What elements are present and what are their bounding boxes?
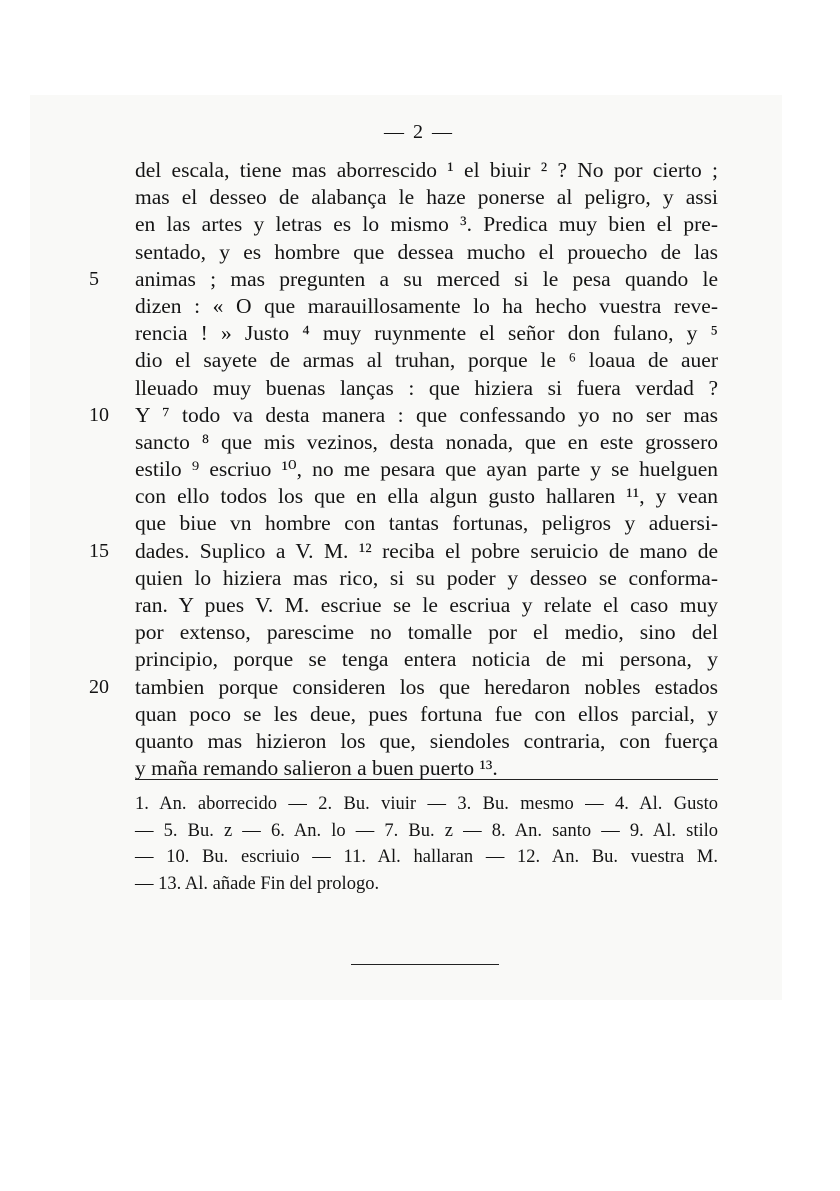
page-number: — 2 — (384, 121, 454, 143)
text-line: rencia ! » Justo ⁴ muy ruynmente el señor don fulano, y ⁵ (135, 321, 718, 346)
footnotes (135, 791, 718, 897)
text-line: quien lo hiziera mas rico, si su poder y desseo se conforma- (135, 565, 718, 590)
footnote-line: 1. An. aborrecido — 2. Bu. viuir — 3. Bu. mesmo — 4. Al. Gusto (135, 794, 718, 814)
text-line: principio, porque se tenga entera noticia de mi persona, y (135, 647, 718, 672)
text-line: con ello todos los que en ella algun gusto hallaren ¹¹, y vean (135, 484, 718, 509)
text-line: sentado, y es hombre que dessea mucho el prouecho de las (135, 239, 718, 264)
text-line: lleuado muy buenas lanças : que hiziera si fuera verdad ? (135, 375, 718, 400)
text-line: tambien porque consideren los que heredaron nobles estados (135, 674, 718, 699)
line-number: 15 (89, 539, 109, 562)
text-line: que biue vn hombre con tantas fortunas, peligros y aduersi- (135, 511, 718, 536)
text-line: quan poco se les deue, pues fortuna fue con ellos parcial, y (135, 701, 718, 726)
text-line: Y ⁷ todo va desta manera : que confessando yo no ser mas (135, 402, 718, 427)
text-line: del escala, tiene mas aborrescido ¹ el biuir ² ? No por cierto ; (135, 158, 718, 182)
line-number: 10 (89, 403, 109, 426)
end-rule (351, 964, 499, 965)
main-text (135, 157, 718, 782)
text-line: ran. Y pues V. M. escriue se le escriua y relate el caso muy (135, 593, 718, 617)
line-number: 5 (89, 267, 99, 290)
text-line: animas ; mas pregunten a su merced si le pesa quando le (135, 266, 718, 291)
text-line: por extenso, parescime no tomalle por el medio, sino del (135, 620, 718, 645)
text-line: y maña remando salieron a buen puerto ¹³. (135, 756, 498, 781)
text-line: dizen : « O que marauillosamente lo ha hecho vuestra reve- (135, 293, 718, 318)
footnote-line: — 13. Al. añade Fin del prologo. (135, 873, 380, 894)
text-line: estilo ⁹ escriuo ¹⁰, no me pesara que ayan parte y se huelguen (135, 457, 718, 482)
text-line: sancto ⁸ que mis vezinos, desta nonada, que en este grossero (135, 429, 718, 454)
text-line: en las artes y letras es lo mismo ³. Predica muy bien el pre- (135, 212, 718, 237)
text-line: dio el sayete de armas al truhan, porque le ⁶ loaua de auer (135, 348, 718, 373)
text-line: dades. Suplico a V. M. ¹² reciba el pobre seruicio de mano de (135, 538, 718, 563)
text-line: mas el desseo de alabança le haze ponerse al peligro, y assi (135, 185, 718, 210)
footnote-line: — 5. Bu. z — 6. An. lo — 7. Bu. z — 8. An. santo — 9. Al. stilo (135, 820, 718, 841)
footnote-divider (135, 779, 718, 780)
line-number: 20 (89, 675, 109, 698)
footnote-line: — 10. Bu. escriuio — 11. Al. hallaran — 12. An. Bu. vuestra M. (135, 847, 718, 867)
text-line: quanto mas hizieron los que, siendoles contraria, con fuerça (135, 728, 718, 753)
